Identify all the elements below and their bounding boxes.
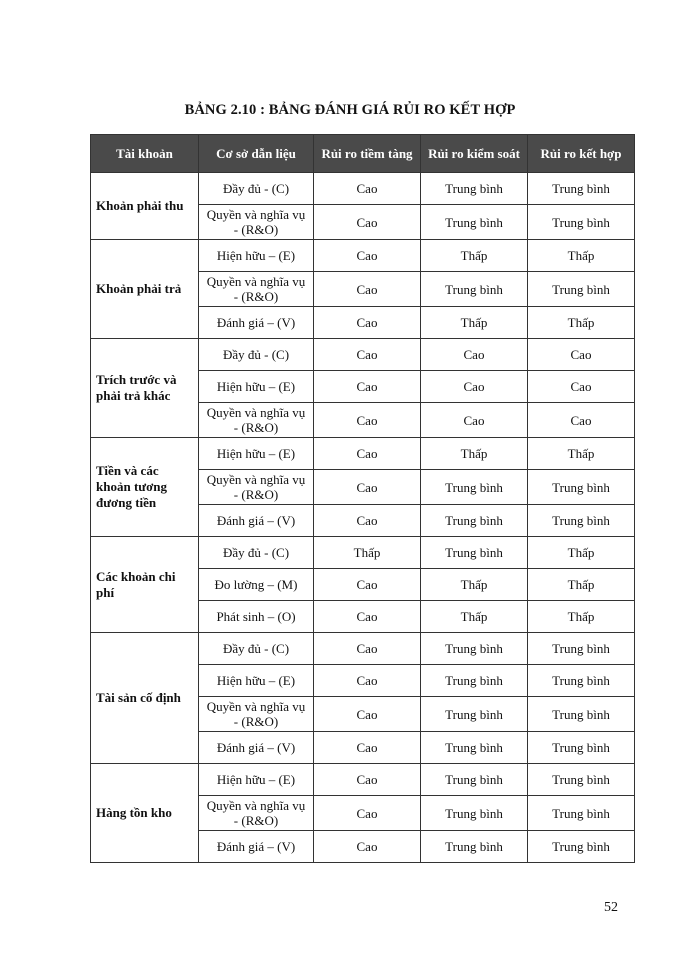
combined-risk-cell: Trung bình — [528, 796, 635, 831]
combined-risk-cell: Thấp — [528, 537, 635, 569]
control-risk-cell: Cao — [421, 371, 528, 403]
account-cell: Tài sản cố định — [91, 633, 199, 764]
combined-risk-cell: Trung bình — [528, 272, 635, 307]
table-body — [91, 173, 635, 863]
assertion-cell: Hiện hữu – (E) — [199, 438, 314, 470]
inherent-risk-cell: Cao — [314, 697, 421, 732]
control-risk-cell: Trung bình — [421, 796, 528, 831]
table-title: BẢNG 2.10 : BẢNG ĐÁNH GIÁ RỦI RO KẾT HỢP — [184, 102, 516, 118]
header-control-risk: Rủi ro kiểm soát — [421, 135, 528, 173]
combined-risk-cell: Cao — [528, 403, 635, 438]
assertion-cell: Phát sinh – (O) — [199, 601, 314, 633]
assertion-cell: Đánh giá – (V) — [199, 307, 314, 339]
header-inherent-risk: Rủi ro tiềm tàng — [314, 135, 421, 173]
inherent-risk-cell: Cao — [314, 403, 421, 438]
account-cell: Tiền và các khoản tương đương tiền — [91, 438, 199, 537]
control-risk-cell: Trung bình — [421, 537, 528, 569]
account-cell: Khoản phải thu — [91, 173, 199, 240]
inherent-risk-cell: Thấp — [314, 537, 421, 569]
table-row — [91, 537, 635, 569]
control-risk-cell: Cao — [421, 339, 528, 371]
table-header-row — [91, 135, 635, 173]
combined-risk-cell: Thấp — [528, 307, 635, 339]
page-number: 52 — [604, 900, 618, 915]
combined-risk-cell: Trung bình — [528, 505, 635, 537]
assertion-cell: Quyền và nghĩa vụ - (R&O) — [199, 403, 314, 438]
table-row — [91, 438, 635, 470]
combined-risk-cell: Cao — [528, 339, 635, 371]
assertion-cell: Đầy đủ - (C) — [199, 633, 314, 665]
assertion-cell: Đánh giá – (V) — [199, 505, 314, 537]
combined-risk-cell: Trung bình — [528, 205, 635, 240]
combined-risk-cell: Trung bình — [528, 470, 635, 505]
header-assertion: Cơ sở dẫn liệu — [199, 135, 314, 173]
control-risk-cell: Trung bình — [421, 697, 528, 732]
assertion-cell: Quyền và nghĩa vụ - (R&O) — [199, 205, 314, 240]
inherent-risk-cell: Cao — [314, 831, 421, 863]
combined-risk-cell: Trung bình — [528, 633, 635, 665]
control-risk-cell: Thấp — [421, 438, 528, 470]
assertion-cell: Đánh giá – (V) — [199, 831, 314, 863]
inherent-risk-cell: Cao — [314, 339, 421, 371]
assertion-cell: Hiện hữu – (E) — [199, 764, 314, 796]
control-risk-cell: Trung bình — [421, 173, 528, 205]
inherent-risk-cell: Cao — [314, 205, 421, 240]
combined-risk-cell: Thấp — [528, 569, 635, 601]
inherent-risk-cell: Cao — [314, 796, 421, 831]
assertion-cell: Quyền và nghĩa vụ - (R&O) — [199, 272, 314, 307]
combined-risk-cell: Trung bình — [528, 764, 635, 796]
control-risk-cell: Trung bình — [421, 732, 528, 764]
control-risk-cell: Thấp — [421, 569, 528, 601]
inherent-risk-cell: Cao — [314, 307, 421, 339]
control-risk-cell: Thấp — [421, 240, 528, 272]
inherent-risk-cell: Cao — [314, 173, 421, 205]
control-risk-cell: Cao — [421, 403, 528, 438]
combined-risk-cell: Thấp — [528, 438, 635, 470]
table-row — [91, 240, 635, 272]
control-risk-cell: Trung bình — [421, 831, 528, 863]
assertion-cell: Quyền và nghĩa vụ - (R&O) — [199, 470, 314, 505]
assertion-cell: Đầy đủ - (C) — [199, 339, 314, 371]
combined-risk-cell: Cao — [528, 371, 635, 403]
inherent-risk-cell: Cao — [314, 240, 421, 272]
combined-risk-cell: Thấp — [528, 601, 635, 633]
account-cell: Các khoản chi phí — [91, 537, 199, 633]
assertion-cell: Hiện hữu – (E) — [199, 665, 314, 697]
inherent-risk-cell: Cao — [314, 470, 421, 505]
account-cell: Hàng tồn kho — [91, 764, 199, 863]
account-cell: Trích trước và phải trả khác — [91, 339, 199, 438]
account-cell: Khoản phải trả — [91, 240, 199, 339]
inherent-risk-cell: Cao — [314, 665, 421, 697]
inherent-risk-cell: Cao — [314, 569, 421, 601]
inherent-risk-cell: Cao — [314, 272, 421, 307]
assertion-cell: Đánh giá – (V) — [199, 732, 314, 764]
assertion-cell: Quyền và nghĩa vụ - (R&O) — [199, 796, 314, 831]
table-row — [91, 173, 635, 205]
combined-risk-cell: Thấp — [528, 240, 635, 272]
inherent-risk-cell: Cao — [314, 438, 421, 470]
header-account: Tài khoản — [91, 135, 199, 173]
assertion-cell: Hiện hữu – (E) — [199, 240, 314, 272]
combined-risk-cell: Trung bình — [528, 173, 635, 205]
assertion-cell: Hiện hữu – (E) — [199, 371, 314, 403]
combined-risk-cell: Trung bình — [528, 665, 635, 697]
control-risk-cell: Trung bình — [421, 764, 528, 796]
assertion-cell: Đầy đủ - (C) — [199, 173, 314, 205]
assertion-cell: Quyền và nghĩa vụ - (R&O) — [199, 697, 314, 732]
combined-risk-cell: Trung bình — [528, 831, 635, 863]
inherent-risk-cell: Cao — [314, 601, 421, 633]
header-combined-risk: Rủi ro kết hợp — [528, 135, 635, 173]
control-risk-cell: Thấp — [421, 307, 528, 339]
control-risk-cell: Trung bình — [421, 272, 528, 307]
table-row — [91, 633, 635, 665]
assertion-cell: Đo lường – (M) — [199, 569, 314, 601]
assertion-cell: Đầy đủ - (C) — [199, 537, 314, 569]
risk-assessment-table — [90, 134, 635, 863]
control-risk-cell: Trung bình — [421, 633, 528, 665]
inherent-risk-cell: Cao — [314, 633, 421, 665]
inherent-risk-cell: Cao — [314, 505, 421, 537]
inherent-risk-cell: Cao — [314, 371, 421, 403]
combined-risk-cell: Trung bình — [528, 732, 635, 764]
combined-risk-cell: Trung bình — [528, 697, 635, 732]
table-row — [91, 339, 635, 371]
control-risk-cell: Trung bình — [421, 665, 528, 697]
inherent-risk-cell: Cao — [314, 732, 421, 764]
control-risk-cell: Trung bình — [421, 505, 528, 537]
control-risk-cell: Thấp — [421, 601, 528, 633]
control-risk-cell: Trung bình — [421, 470, 528, 505]
control-risk-cell: Trung bình — [421, 205, 528, 240]
inherent-risk-cell: Cao — [314, 764, 421, 796]
table-row — [91, 764, 635, 796]
